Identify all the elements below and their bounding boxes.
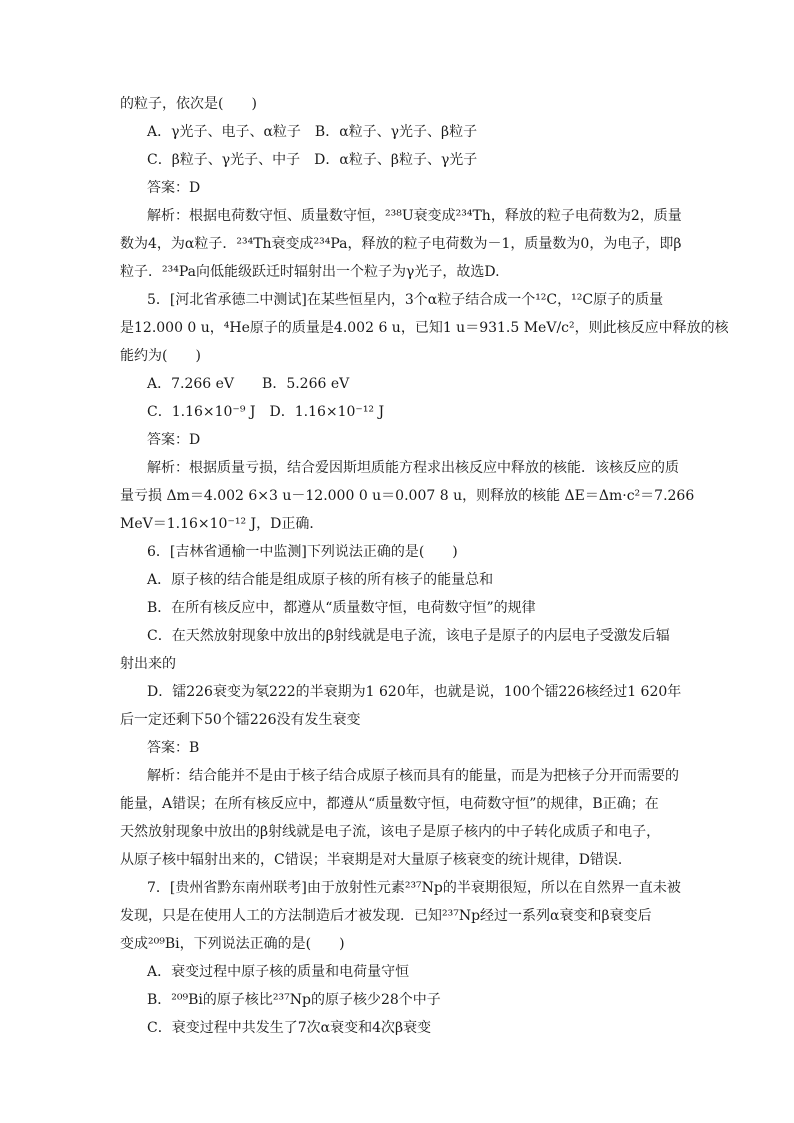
option-line: C．1.16×10⁻⁹ J D．1.16×10⁻¹² J <box>147 404 385 420</box>
question-line: 6．[吉林省通榆一中监测]下列说法正确的是( ) <box>147 544 458 560</box>
option-line: C．β粒子、γ光子、中子 D．α粒子、β粒子、γ光子 <box>147 152 478 168</box>
option-line: C．衰变过程中共发生了7次α衰变和4次β衰变 <box>147 1020 432 1036</box>
option-line: B．在所有核反应中，都遵从“质量数守恒，电荷数守恒”的规律 <box>147 600 536 616</box>
explanation-line: 粒子．²³⁴Pa向低能级跃迁时辐射出一个粒子为γ光子，故选D. <box>120 264 500 280</box>
option-line: 射出来的 <box>120 656 176 672</box>
explanation-line: 能量，A错误；在所有核反应中，都遵从“质量数守恒，电荷数守恒”的规律，B正确；在 <box>120 796 659 812</box>
option-line: B．²⁰⁹Bi的原子核比²³⁷Np的原子核少28个中子 <box>147 992 441 1008</box>
explanation-line: 从原子核中辐射出来的，C错误；半衰期是对大量原子核衰变的统计规律，D错误． <box>120 852 632 868</box>
explanation-line: 解析：根据质量亏损，结合爱因斯坦质能方程求出核反应中释放的核能．该核反应的质 <box>147 460 679 476</box>
option-line: A．7.266 eV B．5.266 eV <box>147 376 350 392</box>
question-line: 能约为( ) <box>120 348 201 364</box>
explanation-line: MeV＝1.16×10⁻¹² J，D正确． <box>120 516 324 532</box>
explanation-line: 数为4，为α粒子．²³⁴Th衰变成²³⁴Pa，释放的粒子电荷数为－1，质量数为0，为电子，即β <box>120 236 682 252</box>
option-line: A．原子核的结合能是组成原子核的所有核子的能量总和 <box>147 572 494 588</box>
option-line: 后一定还剩下50个镭226没有发生衰变 <box>120 712 361 728</box>
explanation-line: 天然放射现象中放出的β射线就是电子流，该电子是原子核内的中子转化成质子和电子， <box>120 824 661 840</box>
answer-line: 答案：D <box>147 180 201 196</box>
option-line: D．镭226衰变为氡222的半衰期为1 620年，也就是说，100个镭226核经过1 620年 <box>147 684 682 700</box>
text-line: 的粒子，依次是( ) <box>120 96 257 112</box>
answer-line: 答案：B <box>147 740 200 756</box>
option-line: A．γ光子、电子、α粒子 B．α粒子、γ光子、β粒子 <box>147 124 478 140</box>
explanation-line: 解析：根据电荷数守恒、质量数守恒，²³⁸U衰变成²³⁴Th，释放的粒子电荷数为2，质量 <box>147 208 682 224</box>
option-line: C．在天然放射现象中放出的β射线就是电子流，该电子是原子的内层电子受激发后辐 <box>147 628 670 644</box>
question-line: 5．[河北省承德二中测试]在某些恒星内，3个α粒子结合成一个¹²C，¹²C原子的质量 <box>147 292 664 308</box>
option-line: A．衰变过程中原子核的质量和电荷量守恒 <box>147 964 410 980</box>
explanation-line: 量亏损 Δm＝4.002 6×3 u－12.000 0 u＝0.007 8 u，则释放的核能 ΔE＝Δm·c²＝7.266 <box>120 488 695 504</box>
question-line: 7．[贵州省黔东南州联考]由于放射性元素²³⁷Np的半衰期很短，所以在自然界一直未被 <box>147 880 681 896</box>
question-line: 发现，只是在使用人工的方法制造后才被发现．已知²³⁷Np经过一系列α衰变和β衰变后 <box>120 908 652 924</box>
question-line: 是12.000 0 u，⁴He原子的质量是4.002 6 u，已知1 u＝931.5 MeV/c²，则此核反应中释放的核 <box>120 320 729 336</box>
question-line: 变成²⁰⁹Bi，下列说法正确的是( ) <box>120 936 345 952</box>
answer-line: 答案：D <box>147 432 201 448</box>
explanation-line: 解析：结合能并不是由于核子结合成原子核而具有的能量，而是为把核子分开而需要的 <box>147 768 679 784</box>
